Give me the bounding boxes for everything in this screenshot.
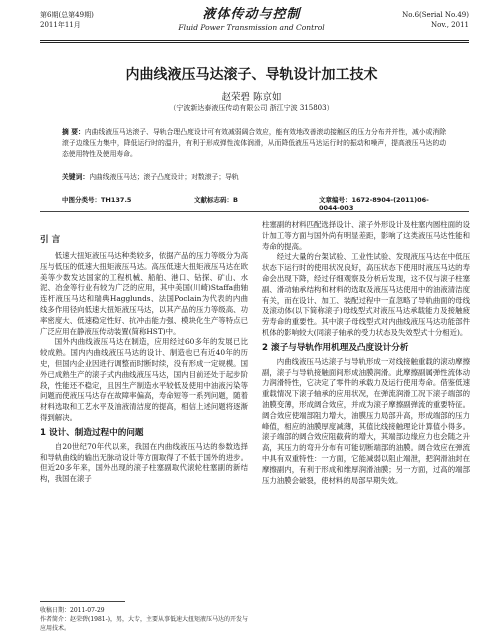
section-2-heading: 2 滚子与导轨作用机理及凸度设计分析 [262, 342, 409, 353]
body-column-left [40, 220, 248, 485]
right-paragraph-2: 经过大量的台架试验、工业性试验、发现液压马达在中低压状态下运行时的使用状况良好，高压状态下使用时液压马达的寿命会出现下降，经过仔细观察及分析后发现，这不仅与滚子柱塞副、滑动轴承结构和材料的选取及液压马达使用中的油液清洁度有关，而在设计、加工、装配过程中一直忽略了导轨曲面的母线及滚动体(以下简称滚子)母线型式对液压马达承载能力及接触疲劳寿命的重要性。其中滚子母线型式对内曲线液压马达功能部件机体的影响较大(同滚子轴承的受力状态及失效型式十分相近)。 [262, 252, 470, 337]
header-rule [40, 40, 469, 41]
article-number: 文章编号：1672-8904-(2011)06-0044-003 [319, 196, 429, 212]
header-rule-thin [40, 42, 469, 43]
intro-paragraph-2: 国外内曲线液压马达在制造，应用经过60多年的发展已比较成熟。国内内曲线液压马达的设计、制造也已有近40年的历史，但国内企业因进行调整而时断时续，没有形成一定规模。国外已成熟生产的滚子式内曲线液压马达，国内目前还处于起步阶段，性能还不稳定，且因生产制造水平较低及使用中油液污染等问题而使液压马达存在故障率偏高，寿命短等一系列问题，随着材料选取和工艺水平及油液清洁度的提高，相信上述问题将逐渐得到解决。 [40, 337, 248, 422]
body-column-right [262, 220, 470, 486]
author-bio: 作者简介：赵荣碧(1981-)，男，大专，主要从事低速大扭矩液压马达的开发与应用技术。 [40, 616, 248, 632]
issue-cn: 第6期(总第49期) [40, 11, 94, 19]
section-divider [40, 211, 469, 212]
date-en: Nov., 2011 [431, 21, 469, 29]
keywords [62, 172, 446, 183]
date-cn: 2011年11月 [40, 21, 81, 29]
paper-title: 内曲线液压马达滚子、导轨设计加工技术 [125, 67, 378, 83]
paper-authors: 赵荣碧 陈京如 [221, 92, 282, 103]
keywords-label: 关键词： [62, 173, 90, 181]
section-1-heading: 1 设计、制造过程中的问题 [40, 427, 144, 438]
section-1-paragraph: 自20世纪70年代以来，我国在内曲线液压马达的参数选择和导轨曲线的输出无脉动设计等方面取得了不低于国外的进步。但近20多年来，国外出现的滚子柱塞副取代滚轮柱塞副的新结构，我国在滚子 [40, 441, 248, 484]
journal-title-en: Fluid Power Transmission and Control [178, 23, 325, 32]
continued-paragraph: 柱塞副的材料匹配选择设计、滚子外形设计及柱塞内圆柱面的设计加工等方面与国外尚有明显差距，影响了这类液压马达性能和寿命的提高。 [262, 220, 470, 251]
received-date: 收稿日期：2011-07-29 [40, 607, 105, 614]
section-2-paragraph: 内曲线液压马达滚子与导轨形成一对线接触重载的滚动摩擦副，滚子与导轨接触面间形成油膜润滑。此摩擦副属弹性流体动力润滑特性，它决定了零件的承载力及运行使用寿命。借鉴低速重载情况下滚子轴承的应用状况，在弹流润滑工况下滚子端部的油膜变薄，形成阔合效应，并成为滚子摩擦副弹流的重要特征。阔合效应使端部阻力增大，油膜压力局部升高，形成端部的压力峰值，相应的油膜厚度减薄，其值比线接触理论计算值小得多。滚子端部的阔合效应阻截荷的增大，其端部边缘应力也会随之升高，其压力的弯升分布有可能切断端部的油膜。阔合效应在弹流中具有双重特性：一方面，它能减弱以阻止端泄，把润滑油封在摩擦副内，有利于形成和维厚润滑油膜；另一方面，过高的端部压力油膜会破裂，使材料的局部早期失效。 [262, 356, 470, 485]
abstract-text: 内曲线液压马达滚子、导轨合理凸度设计可有效减弱阔合效应，能有效地改善滚动接触区的压力分布并并性，减小或消除滚子边缘压力集中，降低运行时的温升，有利于形成弹性流体润滑，从而降低液压马达运行时的振动和噪声，提高液压马达的动态使用特性及使用寿命。 [62, 128, 447, 158]
footnote-rule [40, 601, 125, 602]
clc-number: 中图分类号：TH137.5 [62, 196, 132, 204]
paper-affiliation: （宁波新达泰液压传动有限公司 浙江宁波 315803） [169, 104, 334, 112]
journal-title-cn: 液体传动与控制 [202, 7, 301, 22]
footnote [40, 606, 250, 633]
document-code: 文献标志码：B [194, 196, 238, 204]
header-right [402, 10, 469, 30]
intro-paragraph-1: 低速大扭矩液压马达种类较多，依据产品的压力等级分为高压与低压的低速大扭矩液压马达。高压低速大扭矩液压马达在欧美等少数发达国家的工程机械、船舶、港口、钻探、矿山、水泥、冶金等行业有较为广泛的应用，其中美国(川崎)Staffa曲轴连杆液压马达和瑞典Hagglunds、法国Poclain为代表的内曲线多作用径向低速大扭矩液压马达，以其产品的压力等级高、功率密度大、低速稳定性好、抗冲击能力强、模块化生产等特点已广泛应用在静液压传动装置(简称HST)中。 [40, 251, 248, 336]
issue-en: No.6(Serial No.49) [402, 11, 469, 19]
keywords-text: 内曲线液压马达；滚子凸度设计；对数滚子；导轨 [89, 173, 239, 181]
intro-heading: 引 言 [40, 235, 61, 245]
abstract [62, 127, 446, 160]
abstract-label: 摘 要： [62, 128, 85, 136]
